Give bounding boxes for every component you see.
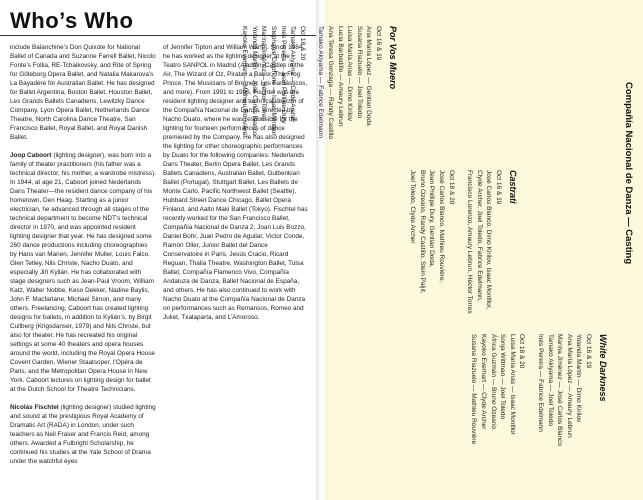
bio-joop-caboort: (lighting designer), was born into a family of theater practitioners (his father was a technical director, his mother, a wardrobe mistress). In 1944, at age 21, Caboort joined Nederlands Dans Theater—the resident dance company of his hometown, Den Haag. Starting as a junior electrician, he advanced through all stages of the technical department to become NDT’s technical director in 1970, and was appointed resident lighting designer that year. He has designed some 260 dance productions including choreographies by Hans van Manen, Jennifer Muller, Louis Falco, Glen Tetley, Nils Christe, Nacho Duato, and especially Jiří Kylián. He has collaborated with stage designers such as Jean-Paul Vroom, William Katz, Walter Nobbe, Keso Dekker, Nadine Baylis, John F. Macfarlane, Michael Simon, and many others. Freelancing, Caboort has created lighting designs for ballets, in addition to Kylián’s, by Birgit Cullberg (Krigsdanser, 1979) and Nils Christe, but also for theater. He has recreated his original settings at some 40 theaters and opera houses around the world, including the Royal Opera House Covent Garden, Wiener Staatsoper, l’Opéra de Paris, and the Metropolitan Opera House in New York. Caboort lectures on lighting design for ballet at the Dutch School for Theatre Technicians. [10,152,156,393]
cast-date: Oct 18 & 20 [298,26,306,61]
cast-date: Oct 18 & 20 [518,334,526,369]
cast-line: Yolanda Martín — José Carlos Blanco [250,26,258,136]
work-white-darkness [469,334,609,476]
cast-line: Luisa María Arias — Isaac Montllor [508,334,516,435]
cast-line: Sonja Wittman — Joel Toledo [499,334,507,420]
cast-block [316,26,383,168]
cast-line: Marina Jiménez — Héctor Torres [260,26,268,121]
cast-line: Susana Riazuelo — Joel Toledo [355,26,363,119]
cast-line: Luisa María Arias — Dimo Kirilov [346,26,354,121]
work-title: White Darkness [598,334,608,402]
casting-sheet [241,0,643,500]
cast-line: Tamako Akiyama — Fabrice Edelmann [317,26,325,138]
name-joop-caboort: Joop Caboort [10,152,52,159]
cast-line: Tamako Akiyama — Joel Toledo [546,334,554,427]
paragraph-joop-caboort [10,151,156,394]
name-nicolas-fischtel: Nicolás Fischtel [10,404,59,411]
cast-line: José Carlos Blanco, Mathieu Rouvière, [438,170,446,283]
cast-line: Ana Teresa Gonzaga — Randy Castillo [327,26,335,139]
cast-line: Lucia Barbadillo — Amaury Lebrun [336,26,344,127]
casting-rotated-block [241,4,635,492]
cast-line: Stephanie Dalphond — Isaac Montllor [270,26,278,136]
work-por-vos-muero [240,26,399,168]
cast-line: Inés Pereira — Fabrice Edelmann [537,334,545,432]
right-page [241,0,643,500]
paragraph-designer-credits: include Balanchine’s Don Quixote for National Ballet of Canada and Suzanne Farrell Ballet, Nicolo Fonte’s Follia, RE-Tchaikovsky, and Rite of Spring for Göteborg Opera Ballet, and Natalia Makarova’s La Bayadère for Australian Ballet. He has designed for Ballet Argentina, Boston Ballet, Houston Ballet, Les Grands Ballets Canadiens, Lewitzky Dance Company, Lyon Opera Ballet, Netherlands Dance Theatre, North Carolina Dance Theatre, San Francisco Ballet, Royal Ballet, and Royal Danish Ballet. [10,44,156,141]
cast-line: Susana Riazuelo — Mathieu Rouvière [470,334,478,445]
cast-block [535,334,593,476]
cast-block [408,170,456,312]
text-column-1 [10,43,156,495]
cast-block [465,170,503,312]
cast-line: José Carlos Blanco, Dimo Kirilov, Isaac Montllor, [485,170,493,310]
cast-line: Jean Phillipe Dury, Gentian Doda, [428,170,436,268]
cast-line: Ana María López — Gentian Doda [365,26,373,126]
cast-line: Bruno Ozeario, Randy Castillo, Stein Paljit, [418,170,426,294]
paragraph-nicolas-fischtel [10,403,156,466]
cast-line: Yolanda Martín — Dimo Kirilov [575,334,583,423]
cast-date: Oct 16 & 19 [585,334,592,369]
cast-date: Oct 16 & 19 [375,26,382,61]
cast-line: Francisco Lorenzo, Amaury Lebrun, Héctor Torres [466,170,474,314]
cast-line: Clyde Archer, Joel Toledo, Fabrice Edelmann, [475,170,483,302]
cast-line: Kayoko Everhart — Clyde Archer [480,334,488,430]
cast-line: África Guzmán — Bruno Ozeario [489,334,497,430]
cast-block [469,334,527,476]
cast-line: Kayoko Everhart — Mathieu Rouvière [241,26,249,136]
bio-nicolas-fischtel: (lighting designer) studied lighting and sound at the prestigious Royal Academy of Dramatic Art (RADA) in London, under such teachers as Neil Fraser and Francis Reid, among others. Awarded a Fulbright Scholarship, he continued his studies at the Yale School of Drama under the watchful eyes [10,404,156,465]
cast-line: Marina Jiménez — José Carlos Blanco [556,334,564,446]
page-title: Who’s Who [10,8,134,33]
cast-date: Oct 16 & 19 [495,170,502,205]
work-castrati [408,170,519,312]
casting-title: Compañía Nacional de Danza — Casting [623,82,634,265]
cast-line: Tamako Akiyama — Clyde Archer [289,26,297,123]
work-title: Por Vos Muero [388,26,398,90]
cast-block [240,26,307,168]
cast-date: Oct 18 & 20 [447,170,455,205]
cast-line: Inés Pereira — Jean Phillipe Dury [279,26,287,124]
work-title: Castrati [508,170,518,204]
cast-line: Ana María López — Amaury Lebrun [565,334,573,438]
cast-line: Joel Toledo, Clyde Archer [409,170,417,244]
paragraph-fischtel-continued: of Jennifer Tipton and William Warfel. Since 1984 he has worked as the lighting designer at the Teatro SANPOL in Madrid (Aladdin, Castles in the Air, The Wizard of Oz, Piratas a Babor, The Frog Prince, The Musicians of Bremen, Los Fantásticos, and more). From 1991 to 1996, Fischtel was the resident lighting designer and technical director of the Compañía Nacional de Danza, directed by Nacho Duato, where he was responsible for the lighting for fourteen performances of dance premiered by the Company. He has also designed the lighting for other choreographic performances by Duato for the following companies: Nederlands Dans Theater, Berlin Opera Ballet, Les Grands Ballets Canadiens, Australian Ballet, Gulbenkian Ballet (Portugal), Stuttgart Ballet, Les Ballets de Monte Carlo, Pacific Northwest Ballet (Seattle), Hubbard Street Dance Chicago, Ballet Opera Finland, and Aalto Maki Ballet (Tokyo). Fischtel has recently worked for the San Francisco Ballet, Compañía Nacional de Danza 2, Joan Luis Bozzo, Daniel Bohr, Juan Pedro de Aguilar, Victor Conde, Ramón Oller, Junior Ballet del Dance Conservatoire in Paris, Jesús Cracio, Ricard Reguan, Thalia Theatre, Washington Ballet, Tulsa Ballet, Compañía Flamenco Vivo, Compañía Andaluza de Danza, Ballet Nacional de España, and others. He has also continued to work with Nacho Duato at the Compañía Nacional de Danza on performances such as Remansos, Romeo and Juliet, Txalaparta, and L’Amoroso. [163,44,308,321]
